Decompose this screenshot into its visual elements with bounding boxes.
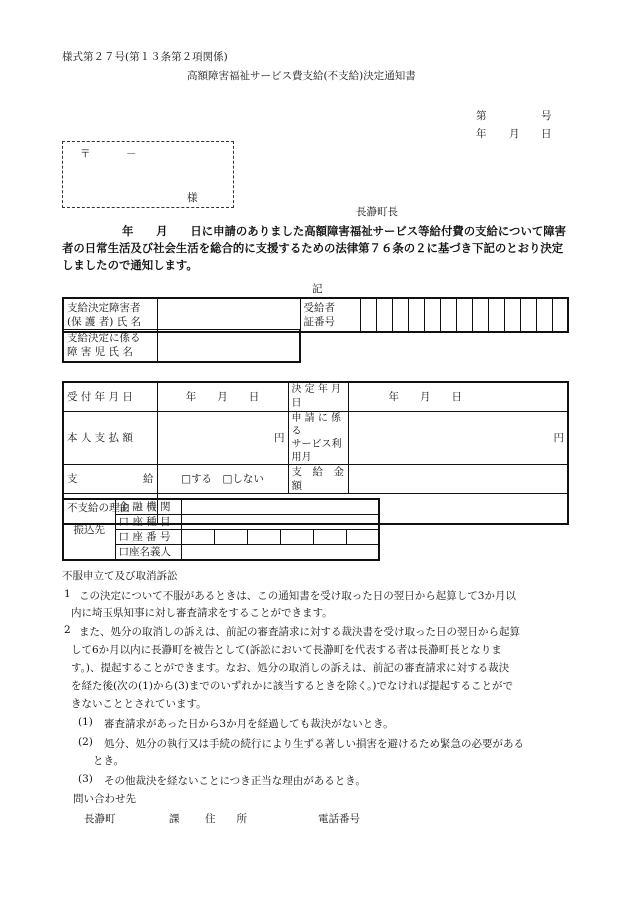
bank-value: [181, 499, 379, 515]
account-digit: [214, 530, 247, 545]
recipient-no-digit: [456, 298, 472, 332]
item2-line1: 処分、処分の執行又は手続の続行により生ずる著しい損害を避けるため緊急の必要がある: [104, 738, 524, 750]
item3-number: (3): [78, 773, 93, 785]
bank-label: 金 融 機 関: [115, 499, 181, 515]
postal-dash: －: [126, 148, 137, 160]
received-date-value: 年 月 日: [157, 382, 288, 412]
recipient-no-digit: [488, 298, 504, 332]
service-month-label: 申 請 に 係 る サービス利用月: [288, 412, 348, 465]
appeal-p1-line2: 内に埼玉県知事に対し審査請求をすることができます。: [71, 607, 333, 619]
item1-text: 審査請求があった日から3か月を経過しても裁決がないとき。: [104, 718, 394, 730]
applicant-name-value: [157, 298, 300, 332]
date-month: 月: [509, 128, 520, 140]
recipient-no-digit: [424, 298, 440, 332]
appeal-p1-line1: この決定について不服があるときは、この通知書を受け取った日の翌日から起算して3か月以: [79, 590, 516, 602]
contact-address: 住 所: [205, 813, 247, 825]
pay-amount-value: [348, 465, 568, 494]
item2-number: (2): [78, 736, 93, 748]
received-date-label: 受 付 年 月 日: [63, 382, 157, 412]
recipient-no-digit: [504, 298, 520, 332]
decision-date-value: 年 月 日: [348, 382, 568, 412]
appeal-heading: 不服申立て及び取消訴訟: [62, 570, 178, 582]
account-digit: [346, 530, 379, 545]
appeal-p1-number: 1: [64, 588, 71, 600]
account-type-value: [181, 515, 379, 530]
reason-label: 不支給の理由: [63, 494, 157, 524]
recipient-no-label: 受給者 証番号: [300, 298, 360, 332]
applicant-table: [62, 297, 569, 333]
pay-amount-label: 支 給 金 額: [288, 465, 348, 494]
account-digit: [181, 530, 214, 545]
document-title: 高額障害福祉サービス費支給(不支給)決定通知書: [187, 70, 416, 82]
contact-phone: 電話番号: [318, 813, 360, 825]
service-month-value: 円: [348, 412, 568, 465]
account-digit: [313, 530, 346, 545]
applicant-name-label: 支給決定障害者 (保 護 者) 氏 名: [63, 298, 157, 332]
postal-mark: 〒: [80, 148, 91, 160]
payment-choice[interactable]: [157, 465, 288, 494]
appeal-p2-line4: を経た後(次の(1)から(3)までのいずれかに該当するときを除く。)でなければ提起することがで: [71, 680, 513, 692]
holder-value: [181, 545, 379, 561]
payment-label: 支 給: [63, 465, 157, 494]
recipient-no-digit: [360, 298, 376, 332]
date-year: 年: [476, 128, 487, 140]
transfer-table: [62, 498, 380, 561]
child-table: [62, 329, 301, 363]
decision-date-label: 決 定 年 月 日: [288, 382, 348, 412]
contact-section: 課: [169, 813, 180, 825]
notice-body: 年 月 日に申請のありました高額障害福祉サービス等給付費の支給について障害者の日常生活及び社会生活を総合的に支援するための法律第７６条の２に基づき下記のとおり決定しましたので通知します。: [62, 224, 567, 272]
item1-number: (1): [78, 716, 93, 728]
recipient-no-digit: [536, 298, 552, 332]
recipient-no-digit: [520, 298, 536, 332]
recipient-sama: 様: [187, 192, 198, 204]
doc-no-suffix: 号: [541, 110, 552, 122]
do-not-checkbox[interactable]: □しない: [222, 473, 264, 485]
account-digit: [247, 530, 280, 545]
account-type-label: 口 座 種 目: [115, 515, 181, 530]
recipient-no-digit: [552, 298, 568, 332]
transfer-label: 振込先: [63, 499, 115, 560]
appeal-p2-line5: きないこととされています。: [71, 698, 207, 710]
appeal-p2-line3: す。)、提起することができます。なお、処分の取消しの訴えは、前記の審査請求に対する裁決: [71, 662, 510, 674]
recipient-no-digit: [392, 298, 408, 332]
form-number: 様式第２７号(第１３条第２項関係): [62, 51, 228, 63]
recipient-no-digit: [440, 298, 456, 332]
do-checkbox[interactable]: □する: [181, 473, 212, 485]
appeal-p2-line2: して6か月以内に長瀞町を被告として(訴訟において長瀞町を代表する者は長瀞町長となりま: [71, 644, 502, 656]
date-day: 日: [541, 128, 552, 140]
recipient-no-digit: [376, 298, 392, 332]
holder-label: 口座名義人: [115, 545, 181, 561]
appeal-p2-line1: また、処分の取消しの訴えは、前記の審査請求に対する裁決書を受け取った日の翌日から起算: [79, 626, 520, 638]
account-digit: [280, 530, 313, 545]
issuer: 長瀞町長: [356, 206, 398, 218]
contact-heading: 問い合わせ先: [73, 793, 136, 805]
contact-town: 長瀞町: [84, 813, 116, 825]
item2-line2: とき。: [93, 755, 125, 767]
self-pay-value: 円: [157, 412, 288, 465]
ki-mark: 記: [312, 283, 323, 295]
child-name-label: 支給決定に係る 障 害 児 氏 名: [63, 330, 157, 362]
doc-no-prefix: 第: [476, 110, 487, 122]
item3-text: その他裁決を経ないことにつき正当な理由があるとき。: [104, 775, 366, 787]
recipient-no-digit: [408, 298, 424, 332]
child-name-value: [157, 330, 300, 362]
self-pay-label: 本 人 支 払 額: [63, 412, 157, 465]
appeal-p2-number: 2: [64, 624, 71, 636]
recipient-no-digit: [472, 298, 488, 332]
account-number-label: 口 座 番 号: [115, 530, 181, 545]
